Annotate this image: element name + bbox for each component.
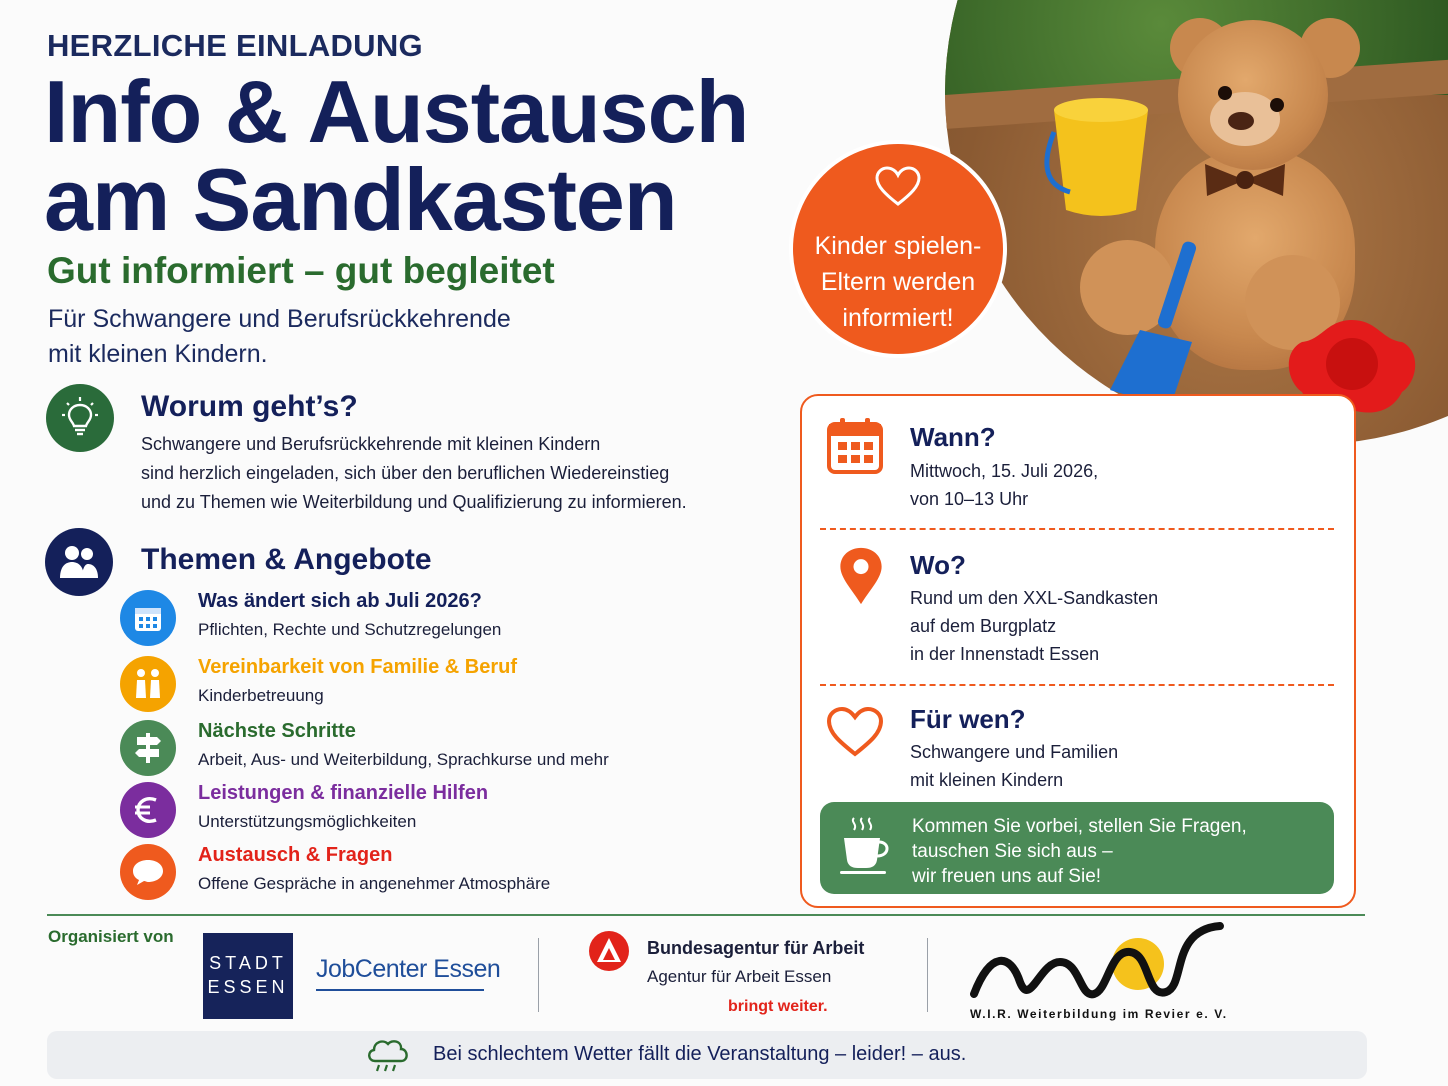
invitation-eyebrow: HERZLICHE EINLADUNG — [47, 28, 423, 63]
jobcenter-logo — [316, 955, 500, 984]
about-line-2: sind herzlich eingeladen, sich über den beruflichen Wiedereinstieg — [141, 463, 670, 483]
bucket-icon — [1040, 92, 1162, 222]
family-icon — [120, 656, 176, 712]
when-line-1: Mittwoch, 15. Juli 2026, — [910, 461, 1099, 481]
topic-subtitle: Kinderbetreuung — [198, 686, 324, 705]
footer-rule — [47, 914, 1365, 916]
divider — [820, 684, 1334, 686]
who-line-2: mit kleinen Kindern — [910, 770, 1064, 790]
topic-title: Austausch & Fragen — [198, 844, 393, 866]
logo-separator — [538, 938, 539, 1012]
badge-text — [793, 228, 1003, 336]
intro-line-2: mit kleinen Kindern. — [48, 340, 268, 368]
about-line-1: Schwangere und Berufsrückkehrende mit kleinen Kindern — [141, 434, 601, 454]
heart-outline-icon — [826, 702, 884, 762]
weather-note: Bei schlechtem Wetter fällt die Veranstaltung – leider! – aus. — [433, 1043, 967, 1065]
agentur-essen-name: Agentur für Arbeit Essen — [647, 967, 832, 986]
when-line-2: von 10–13 Uhr — [910, 489, 1029, 509]
topic-title: Leistungen & finanzielle Hilfen — [198, 782, 489, 804]
organizer-label: Organisiert von — [48, 927, 174, 946]
jobcenter-underline — [316, 989, 484, 991]
cta-text — [912, 814, 1247, 889]
topic-item — [120, 720, 680, 780]
intro-text — [48, 302, 608, 372]
call-to-action-box — [820, 802, 1334, 894]
topic-title: Vereinbarkeit von Familie & Beruf — [198, 656, 517, 678]
calendar-icon — [826, 416, 884, 476]
topic-title: Nächste Schritte — [198, 720, 356, 742]
heart-icon — [875, 166, 921, 208]
title-line-2: am Sandkasten — [44, 150, 677, 249]
logo-separator — [927, 938, 928, 1012]
where-line-3: in der Innenstadt Essen — [910, 644, 1100, 664]
who-text — [910, 738, 1118, 794]
badge-line-1: Kinder spielen- — [814, 232, 982, 260]
weather-notice — [47, 1031, 1367, 1079]
divider — [820, 528, 1334, 530]
stadt-line: STADT — [209, 953, 287, 973]
location-pin-icon — [832, 546, 890, 606]
where-line-1: Rund um den XXL-Sandkasten — [910, 588, 1159, 608]
topic-subtitle: Offene Gespräche in angenehmer Atmosphäre — [198, 874, 551, 893]
badge-line-2: Eltern werden — [820, 268, 976, 296]
intro-line-1: Für Schwangere und Berufsrückkehrende — [48, 305, 511, 333]
where-text — [910, 584, 1158, 668]
about-line-3: und zu Themen wie Weiterbildung und Qualifizierung zu informieren. — [141, 492, 687, 512]
bear-eye-left — [1218, 86, 1232, 100]
topic-item — [120, 782, 680, 842]
topics-title: Themen & Angebote — [141, 543, 432, 576]
page-title — [44, 62, 749, 249]
about-title: Worum geht’s? — [141, 390, 358, 423]
where-title: Wo? — [910, 550, 966, 580]
lightbulb-section-icon — [46, 384, 114, 452]
about-text — [141, 430, 761, 517]
bundesagentur-slogan: bringt weiter. — [728, 998, 828, 1015]
where-line-2: auf dem Burgplatz — [910, 616, 1057, 636]
cta-line-2: tauschen Sie sich aus – — [912, 841, 1113, 862]
stadt-essen-logo — [203, 933, 293, 1019]
signpost-icon — [120, 720, 176, 776]
topic-subtitle: Arbeit, Aus- und Weiterbildung, Sprachkurse und mehr — [198, 750, 609, 769]
speech-bubble-icon — [120, 844, 176, 900]
euro-icon — [120, 782, 176, 838]
wir-name: W.I.R. Weiterbildung im Revier e. V. — [970, 1007, 1228, 1021]
rain-cloud-icon — [365, 1035, 411, 1075]
who-line-1: Schwangere und Familien — [910, 742, 1119, 762]
jobcenter-name: JobCenter Essen — [316, 955, 501, 983]
when-title: Wann? — [910, 422, 996, 452]
when-text — [910, 457, 1098, 513]
topic-subtitle: Unterstützungsmöglichkeiten — [198, 812, 417, 831]
lightbulb-icon — [58, 396, 102, 440]
who-title: Für wen? — [910, 704, 1026, 734]
bear-nose — [1228, 112, 1254, 130]
event-info-box — [800, 394, 1356, 908]
essen-line: ESSEN — [207, 977, 289, 997]
wir-logo-icon — [970, 922, 1230, 1008]
topic-item — [120, 844, 680, 904]
page-subtitle: Gut informiert – gut begleitet — [47, 250, 555, 291]
calendar-icon — [120, 590, 176, 646]
shovel-icon — [1100, 240, 1210, 410]
cta-line-1: Kommen Sie vorbei, stellen Sie Fragen, — [912, 816, 1247, 837]
coffee-cup-icon — [840, 814, 894, 876]
bundesagentur-name: Bundesagentur für Arbeit — [647, 938, 865, 958]
title-line-1: Info & Austausch — [44, 62, 749, 161]
topic-title: Was ändert sich ab Juli 2026? — [198, 590, 482, 612]
people-section-icon — [45, 528, 113, 596]
cta-line-3: wir freuen uns auf Sie! — [912, 866, 1102, 887]
bear-eye-right — [1270, 98, 1284, 112]
topic-subtitle: Pflichten, Rechte und Schutzregelungen — [198, 620, 502, 639]
badge-line-3: informiert! — [842, 304, 954, 332]
topic-item — [120, 590, 680, 650]
bundesagentur-logo-icon — [588, 930, 630, 972]
people-icon — [58, 544, 100, 580]
bow-icon — [1195, 160, 1295, 200]
kids-play-badge — [789, 140, 1007, 358]
topic-item — [120, 656, 680, 716]
